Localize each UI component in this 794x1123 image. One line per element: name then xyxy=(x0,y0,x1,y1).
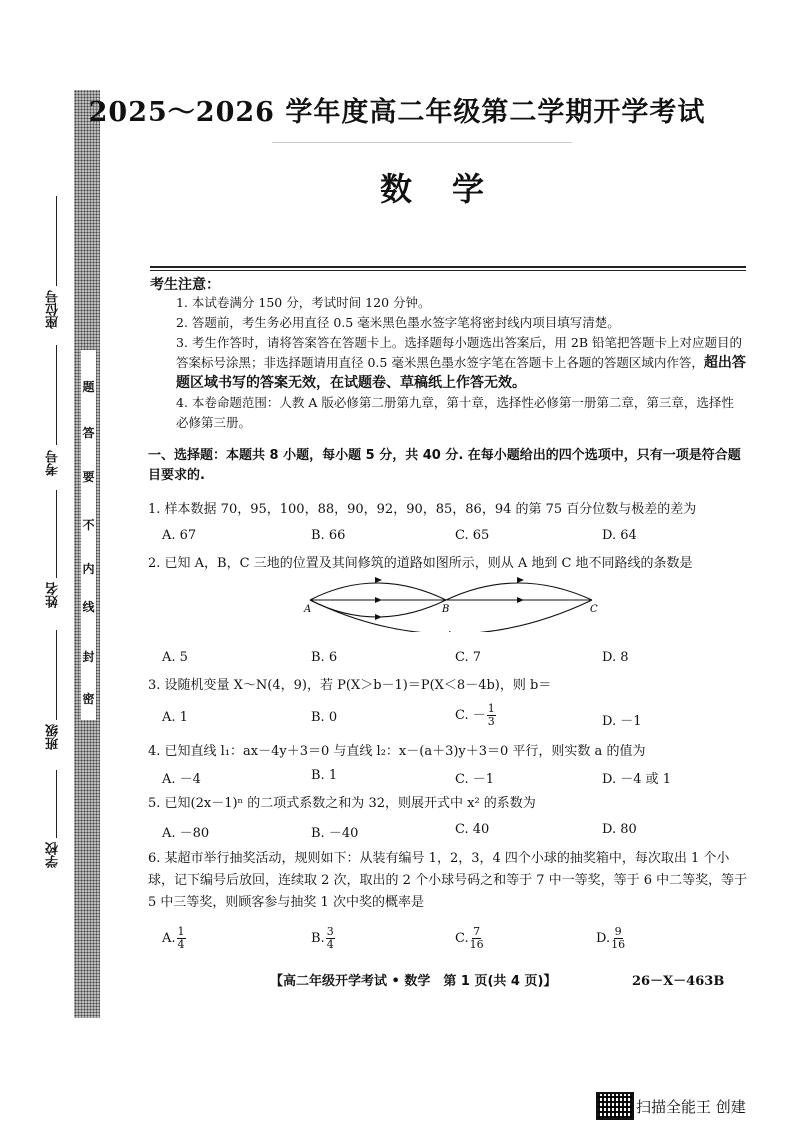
frac-num: 9 xyxy=(614,925,622,938)
option-d[interactable]: D. －1 xyxy=(602,714,642,729)
option-c[interactable]: C. 40 xyxy=(455,822,490,837)
name-field-line[interactable] xyxy=(56,490,57,578)
seal-char: 答 xyxy=(82,426,95,440)
road-diagram xyxy=(300,572,610,632)
option-d[interactable] xyxy=(596,926,626,951)
notice-item-text: 3. 考生作答时，请将答案答在答题卡上。选择题每小题选出答案后，用 2B 铅笔把答题卡上对应题目的答案标号涂黑；非选择题请用直径 0.5 毫米黑色墨水签字笔在答题卡上各题的答题区域内作答， xyxy=(176,335,742,370)
option-a[interactable]: A. 67 xyxy=(162,528,197,543)
scanner-watermark: 扫描全能王 创建 xyxy=(636,1098,746,1116)
option-b-label: B. xyxy=(311,931,325,946)
option-d[interactable]: D. 80 xyxy=(602,822,637,837)
exam-no-field-line[interactable] xyxy=(56,345,57,445)
question-stem: 2. 已知 A，B，C 三地的位置及其间修筑的道路如图所示，则从 A 地到 C 地不同路线的条数是 xyxy=(148,556,693,571)
road-ab-1 xyxy=(310,583,446,600)
option-d[interactable]: D. －4 或 1 xyxy=(602,772,672,787)
seat-label: 座位号 xyxy=(46,290,61,329)
option-b[interactable] xyxy=(311,926,336,951)
point-label-c: C xyxy=(590,604,598,615)
notice-item: 4. 本卷命题范围：人教 A 版必修第二册第九章，第十章，选择性必修第一册第二章，第三章，选择性必修第三册。 xyxy=(176,395,734,430)
option-d[interactable]: D. 8 xyxy=(602,650,629,665)
seat-field-line[interactable] xyxy=(56,196,57,286)
option-c[interactable]: C. －1 xyxy=(455,772,495,787)
arrow xyxy=(517,577,524,583)
option-a-label: A. xyxy=(162,931,176,946)
option-b[interactable]: B. 1 xyxy=(311,768,338,783)
frac-den: 4 xyxy=(326,938,334,951)
seal-char: 题 xyxy=(82,380,95,394)
exam-no-label: 考号 xyxy=(46,450,61,476)
paper-code: 26－X－463B xyxy=(632,974,725,989)
question-stem: 5. 已知(2x－1)ⁿ 的二项式系数之和为 32，则展开式中 x² 的系数为 xyxy=(148,796,536,811)
option-d[interactable]: D. 64 xyxy=(602,528,637,543)
option-b[interactable]: B. －40 xyxy=(311,826,359,841)
seal-char: 内 xyxy=(82,562,95,576)
notice-heading: 考生注意： xyxy=(150,277,220,293)
point-label-a: A xyxy=(304,604,312,615)
fraction xyxy=(177,926,186,951)
seal-char: 密 xyxy=(82,692,95,706)
school-field-line[interactable] xyxy=(56,770,57,838)
fraction xyxy=(326,926,335,951)
frac-num: 7 xyxy=(473,925,481,938)
frac-den: 16 xyxy=(611,938,626,951)
road-ac xyxy=(310,600,592,632)
notice-emphasis: 超出答题区域书写的答案无效，在试题卷、草稿纸上作答无效。 xyxy=(176,355,746,391)
option-a[interactable]: A. 5 xyxy=(162,650,188,665)
option-b[interactable]: B. 66 xyxy=(311,528,346,543)
exam-title: 2025～2026 学年度高二年级第二学期开学考试 xyxy=(88,97,706,128)
question-stem: 4. 已知直线 l₁：ax－4y＋3＝0 与直线 l₂：x－(a＋3)y＋3＝0 平行，则实数 a 的值为 xyxy=(148,744,646,759)
arrow xyxy=(375,614,382,620)
question-stem: 3. 设随机变量 X～N(4，9)，若 P(X＞b－1)＝P(X＜8－4b)，则 b＝ xyxy=(148,678,552,693)
option-a[interactable]: A. －80 xyxy=(162,826,210,841)
frac-den: 16 xyxy=(469,938,484,951)
notice-item xyxy=(176,333,746,393)
notice-item: 2. 答题前，考生务必用直径 0.5 毫米黑色墨水签字笔将密封线内项目填写清楚。 xyxy=(176,315,620,330)
seal-char: 要 xyxy=(82,470,95,484)
arrow xyxy=(517,597,524,603)
option-c[interactable]: C. 65 xyxy=(455,528,490,543)
seal-char: 线 xyxy=(82,600,95,614)
section-heading: 一、选择题：本题共 8 小题，每小题 5 分，共 40 分. 在每小题给出的四个选项中，只有一项是符合题目要求的. xyxy=(148,448,741,483)
arrow xyxy=(375,577,382,583)
option-c-label: C. xyxy=(455,931,469,946)
frac-num: 1 xyxy=(487,702,495,715)
road-ab-3 xyxy=(310,600,446,617)
name-label: 姓名 xyxy=(46,582,61,608)
header-rule xyxy=(150,266,746,268)
option-a[interactable]: A. －4 xyxy=(162,772,201,787)
fraction xyxy=(487,703,496,728)
road-bc-1 xyxy=(446,583,592,600)
title-divider xyxy=(272,142,572,143)
frac-num: 3 xyxy=(326,925,334,938)
option-b[interactable]: B. 6 xyxy=(311,650,338,665)
header-rule-thin xyxy=(150,270,746,271)
class-field-line[interactable] xyxy=(56,630,57,720)
option-b[interactable]: B. 0 xyxy=(311,710,338,725)
fraction xyxy=(470,926,484,951)
seal-char: 不 xyxy=(82,518,95,532)
class-label: 班级 xyxy=(46,724,61,750)
question-stem: 6. 某超市举行抽奖活动，规则如下：从装有编号 1，2，3，4 四个小球的抽奖箱中，每次取出 1 个小球，记下编号后放回，连续取 2 次，取出的 2 个小球号码之和等于 7 中一等奖，等于 6 中二等奖，等于 5 中三等奖，则顾客参与抽奖 1 次中奖的概率是 xyxy=(148,851,748,910)
arrow xyxy=(375,597,382,603)
option-c[interactable]: C. 7 xyxy=(455,650,482,665)
frac-den: 3 xyxy=(487,715,495,728)
question-stem: 1. 样本数据 70，95，100，88，90，92，90，85，86，94 的第 75 百分位数与极差的差为 xyxy=(148,502,697,517)
seal-char: 封 xyxy=(82,650,95,664)
option-a[interactable] xyxy=(162,926,187,951)
option-c[interactable] xyxy=(455,926,485,951)
option-a[interactable]: A. 1 xyxy=(162,710,188,725)
option-d-label: D. xyxy=(596,931,611,946)
frac-den: 4 xyxy=(177,938,185,951)
point-label-b: B xyxy=(442,604,450,615)
fraction xyxy=(611,926,625,951)
notice-item: 1. 本试卷满分 150 分，考试时间 120 分钟。 xyxy=(176,295,431,310)
qr-code-icon xyxy=(596,1092,634,1120)
arrow xyxy=(449,631,456,632)
option-c[interactable] xyxy=(455,703,497,728)
subject-title: 数学 xyxy=(380,170,525,208)
page-footer: 【高二年级开学考试 • 数学 第 1 页(共 4 页)】 xyxy=(270,974,557,989)
frac-num: 1 xyxy=(177,925,185,938)
option-c-label: C. － xyxy=(455,708,486,723)
school-label: 学校 xyxy=(46,842,61,868)
